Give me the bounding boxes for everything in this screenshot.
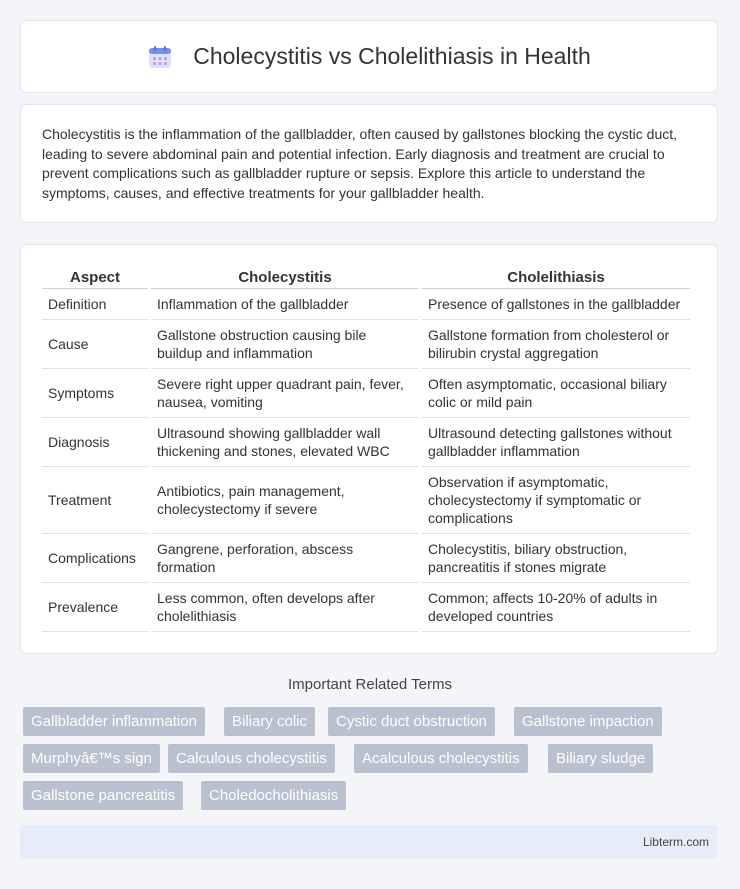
comparison-card [20, 244, 718, 654]
table-row [42, 467, 690, 534]
row-cholecystitis: Inflammation of the gallbladder [151, 289, 419, 320]
row-cholecystitis: Severe right upper quadrant pain, fever, nausea, vomiting [151, 369, 419, 418]
header-aspect: Aspect [42, 265, 148, 289]
row-cholelithiasis: Observation if asymptomatic, cholecystectomy if symptomatic or complications [422, 467, 690, 534]
related-term-tag[interactable]: Gallbladder inflammation [23, 707, 205, 736]
table-row [42, 369, 690, 418]
page-title: Cholecystitis vs Cholelithiasis in Health [193, 43, 591, 69]
row-aspect: Symptoms [42, 369, 148, 418]
row-cholecystitis: Ultrasound showing gallbladder wall thickening and stones, elevated WBC [151, 418, 419, 467]
calendar-icon [147, 44, 173, 70]
row-cholelithiasis: Cholecystitis, biliary obstruction, pancreatitis if stones migrate [422, 534, 690, 583]
related-term-tag[interactable]: Cystic duct obstruction [328, 707, 495, 736]
row-cholelithiasis: Ultrasound detecting gallstones without gallbladder inflammation [422, 418, 690, 467]
table-row [42, 320, 690, 369]
row-cholelithiasis: Presence of gallstones in the gallbladder [422, 289, 690, 320]
header-cholecystitis: Cholecystitis [151, 265, 419, 289]
row-aspect: Cause [42, 320, 148, 369]
row-cholelithiasis: Often asymptomatic, occasional biliary colic or mild pain [422, 369, 690, 418]
footer [20, 825, 718, 858]
row-aspect: Treatment [42, 467, 148, 534]
related-term-tag[interactable]: Murphyâ€™s sign [23, 744, 160, 773]
row-aspect: Prevalence [42, 583, 148, 632]
related-terms-title: Important Related Terms [288, 676, 452, 693]
row-aspect: Complications [42, 534, 148, 583]
row-cholecystitis: Antibiotics, pain management, cholecystectomy if severe [151, 467, 419, 534]
related-term-tag[interactable]: Choledocholithiasis [201, 781, 346, 810]
related-term-tag[interactable]: Biliary sludge [548, 744, 653, 773]
row-aspect: Diagnosis [42, 418, 148, 467]
table-row [42, 289, 690, 320]
table-row [42, 583, 690, 632]
row-cholelithiasis: Common; affects 10-20% of adults in developed countries [422, 583, 690, 632]
related-term-tag[interactable]: Gallstone pancreatitis [23, 781, 183, 810]
row-aspect: Definition [42, 289, 148, 320]
comparison-table [39, 265, 693, 632]
row-cholelithiasis: Gallstone formation from cholesterol or bilirubin crystal aggregation [422, 320, 690, 369]
related-term-tag[interactable]: Gallstone impaction [514, 707, 662, 736]
table-header-row [42, 265, 690, 289]
intro-text: Cholecystitis is the inflammation of the gallbladder, often caused by gallstones blocking the cystic duct, leading to severe abdominal pain and potential infection. Early diagnosis and treatment are crucial to prevent complications such as gallbladder rupture or sepsis. Explore this article to understand the symptoms, causes, and effective treatments for your gallbladder health. [42, 126, 678, 201]
related-term-tag[interactable]: Biliary colic [224, 707, 315, 736]
intro-card [20, 104, 718, 223]
header-cholelithiasis: Cholelithiasis [422, 265, 690, 289]
related-term-tag[interactable]: Calculous cholecystitis [168, 744, 335, 773]
related-term-tag[interactable]: Acalculous cholecystitis [354, 744, 528, 773]
title-card [20, 20, 718, 93]
footer-site-link[interactable]: Libterm.com [642, 835, 709, 849]
row-cholecystitis: Gallstone obstruction causing bile buildup and inflammation [151, 320, 419, 369]
row-cholecystitis: Less common, often develops after cholelithiasis [151, 583, 419, 632]
table-row [42, 418, 690, 467]
row-cholecystitis: Gangrene, perforation, abscess formation [151, 534, 419, 583]
table-row [42, 534, 690, 583]
